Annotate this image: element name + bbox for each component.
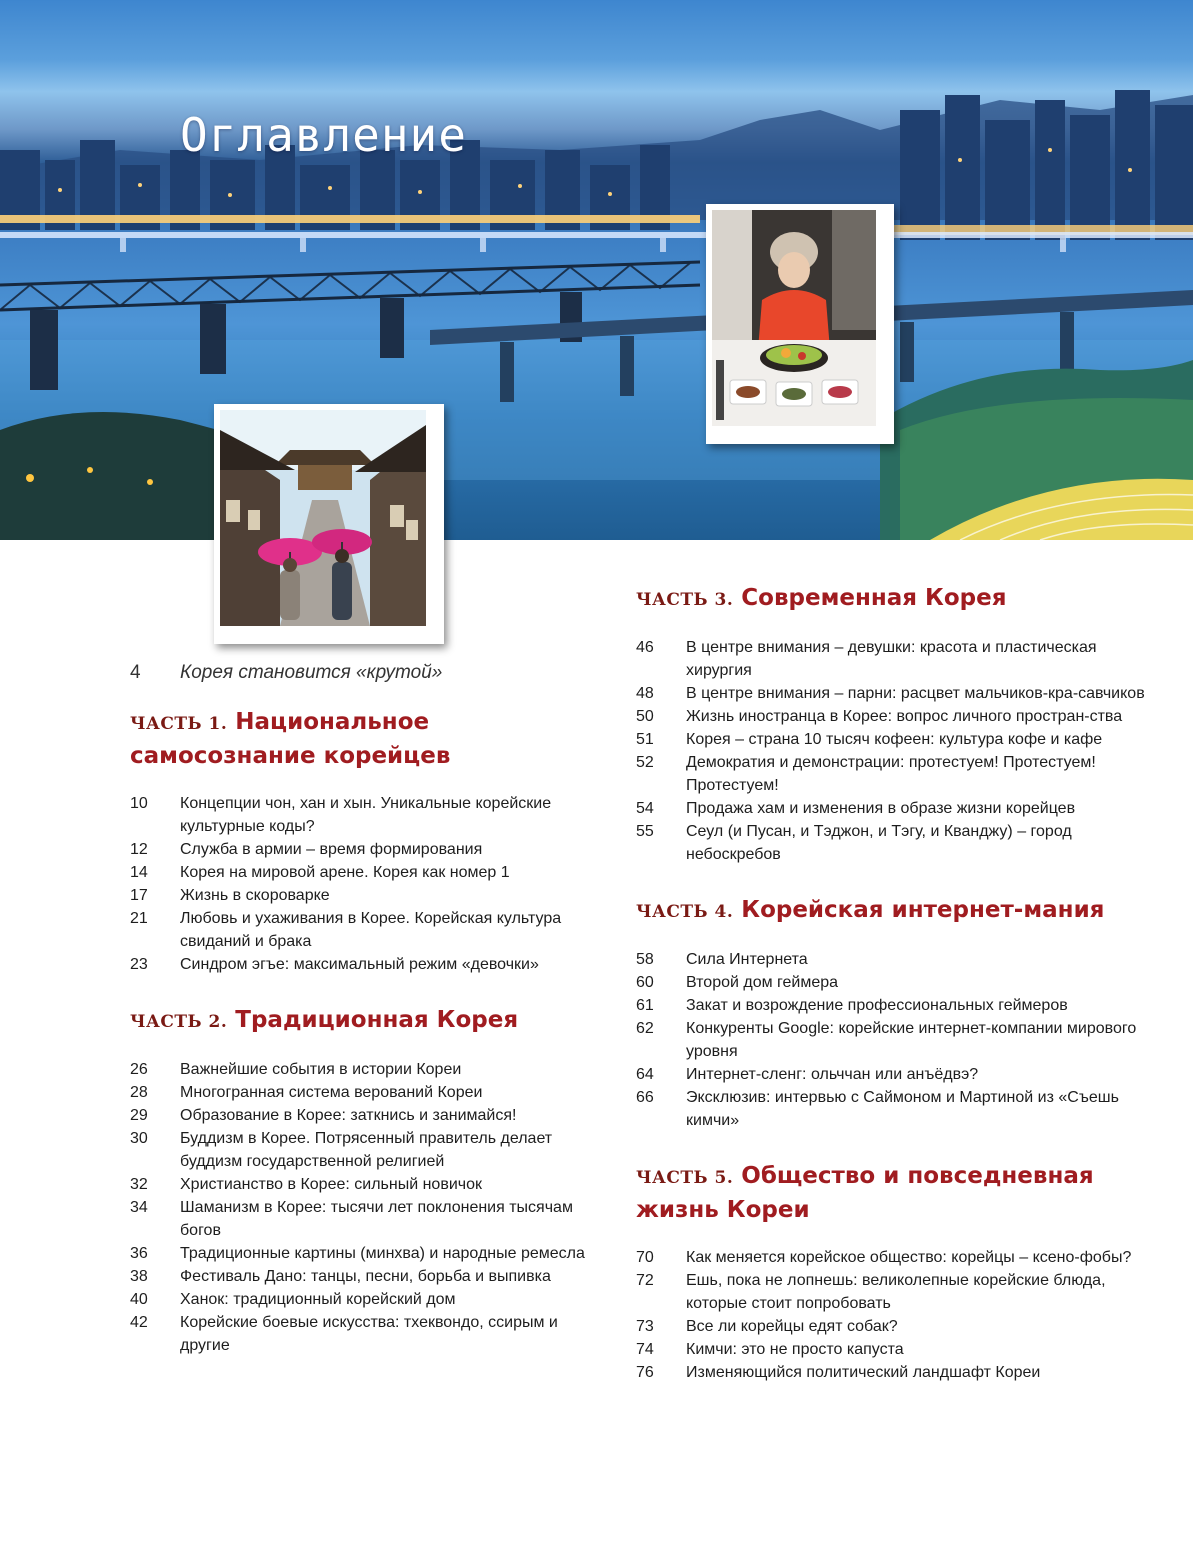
- part-label: ЧАСТЬ 1.: [130, 714, 228, 734]
- page-number: 28: [130, 1084, 148, 1101]
- page-number: 51: [636, 731, 654, 748]
- toc-entry[interactable]: [130, 861, 610, 884]
- entry-title: Закат и возрождение профессиональных геймеров: [686, 997, 1068, 1014]
- part-4-list: [636, 948, 1146, 1132]
- page-title: Оглавление: [180, 108, 467, 162]
- page-number: 62: [636, 1020, 654, 1037]
- page-number: 34: [130, 1199, 148, 1216]
- part-title: Традиционная Корея: [235, 1007, 519, 1033]
- entry-title: Продажа хам и изменения в образе жизни корейцев: [686, 800, 1076, 817]
- toc-entry[interactable]: [636, 971, 1146, 994]
- toc-right-column: [636, 582, 1146, 1412]
- entry-title: Эксклюзив: интервью с Саймоном и Мартиной из «Съешь кимчи»: [686, 1089, 1119, 1129]
- entry-title: Фестиваль Дано: танцы, песни, борьба и выпивка: [180, 1268, 551, 1285]
- part-1-heading[interactable]: [130, 706, 610, 772]
- photo-girl-eating: [706, 204, 894, 444]
- entry-title: Многогранная система верований Кореи: [180, 1084, 483, 1101]
- toc-entry[interactable]: [636, 820, 1146, 866]
- toc-entry[interactable]: [636, 1315, 1146, 1338]
- part-2-heading[interactable]: [130, 1004, 610, 1038]
- page-number: 64: [636, 1066, 654, 1083]
- page-number: 72: [636, 1272, 654, 1289]
- part-title: Национальное самосознание корейцев: [130, 709, 451, 769]
- entry-title: Важнейшие события в истории Кореи: [180, 1061, 462, 1078]
- entry-title: Ешь, пока не лопнешь: великолепные корейские блюда, которые стоит попробовать: [686, 1272, 1106, 1312]
- page-number: 50: [636, 708, 654, 725]
- page-number: 38: [130, 1268, 148, 1285]
- page-number: 42: [130, 1314, 148, 1331]
- page-number: 76: [636, 1364, 654, 1381]
- toc-entry[interactable]: [636, 1063, 1146, 1086]
- toc-entry[interactable]: [130, 1058, 610, 1081]
- toc-entry[interactable]: [636, 705, 1146, 728]
- city-night-illustration: [0, 0, 1193, 540]
- entry-title: Любовь и ухаживания в Корее. Корейская культура свиданий и брака: [180, 910, 562, 950]
- toc-entry[interactable]: [636, 948, 1146, 971]
- part-label: ЧАСТЬ 5.: [636, 1168, 734, 1188]
- page-number: 10: [130, 795, 148, 812]
- toc-entry[interactable]: [130, 1173, 610, 1196]
- page-number: 73: [636, 1318, 654, 1335]
- part-5-list: [636, 1246, 1146, 1384]
- toc-entry[interactable]: [130, 884, 610, 907]
- toc-entry[interactable]: [636, 1361, 1146, 1384]
- part-4-heading[interactable]: [636, 894, 1146, 928]
- page-number: 61: [636, 997, 654, 1014]
- entry-title: Служба в армии – время формирования: [180, 841, 483, 858]
- toc-entry[interactable]: [636, 1086, 1146, 1132]
- entry-title: Сила Интернета: [686, 951, 808, 968]
- toc-entry[interactable]: [636, 682, 1146, 705]
- part-1-list: [130, 792, 610, 976]
- part-label: ЧАСТЬ 4.: [636, 902, 734, 922]
- entry-title: В центре внимания – девушки: красота и пластическая хирургия: [686, 639, 1097, 679]
- toc-entry[interactable]: [130, 907, 610, 953]
- part-3-list: [636, 636, 1146, 866]
- part-2-list: [130, 1058, 610, 1357]
- page-number: 14: [130, 864, 148, 881]
- toc-entry[interactable]: [130, 1127, 610, 1173]
- toc-entry[interactable]: [130, 1196, 610, 1242]
- entry-title: Кимчи: это не просто капуста: [686, 1341, 904, 1358]
- entry-title: Традиционные картины (минхва) и народные ремесла: [180, 1245, 585, 1262]
- page-number: 58: [636, 951, 654, 968]
- page-number: 52: [636, 754, 654, 771]
- toc-entry[interactable]: [130, 1288, 610, 1311]
- page-number: 26: [130, 1061, 148, 1078]
- toc-entry[interactable]: [636, 751, 1146, 797]
- toc-entry[interactable]: [130, 1265, 610, 1288]
- part-title: Современная Корея: [741, 585, 1007, 611]
- toc-entry[interactable]: [636, 1269, 1146, 1315]
- toc-entry[interactable]: [130, 1081, 610, 1104]
- page-number: 4: [130, 662, 141, 683]
- entry-title: Второй дом геймера: [686, 974, 839, 991]
- entry-title: Интернет-сленг: ольччан или анъёдвэ?: [686, 1066, 979, 1083]
- page-number: 66: [636, 1089, 654, 1106]
- toc-entry[interactable]: [130, 792, 610, 838]
- part-label: ЧАСТЬ 2.: [130, 1012, 228, 1032]
- toc-entry[interactable]: [636, 797, 1146, 820]
- entry-title: Христианство в Корее: сильный новичок: [180, 1176, 482, 1193]
- page-number: 74: [636, 1341, 654, 1358]
- toc-entry[interactable]: [130, 953, 610, 976]
- toc-entry[interactable]: [636, 1017, 1146, 1063]
- entry-title: Корея – страна 10 тысяч кофеен: культура кофе и кафе: [686, 731, 1103, 748]
- part-label: ЧАСТЬ 3.: [636, 590, 734, 610]
- entry-title: В центре внимания – парни: расцвет мальчиков-кра-савчиков: [686, 685, 1145, 702]
- page-number: 60: [636, 974, 654, 991]
- entry-title: Синдром эгъе: максимальный режим «девочки»: [180, 956, 539, 973]
- page-number: 32: [130, 1176, 148, 1193]
- toc-entry[interactable]: [636, 728, 1146, 751]
- toc-entry[interactable]: [130, 1242, 610, 1265]
- toc-entry[interactable]: [636, 994, 1146, 1017]
- entry-title: Конкуренты Google: корейские интернет-компании мирового уровня: [686, 1020, 1137, 1060]
- part-5-heading[interactable]: [636, 1160, 1146, 1226]
- page-number: 36: [130, 1245, 148, 1262]
- page-number: 46: [636, 639, 654, 656]
- part-title: Корейская интернет-мания: [741, 897, 1105, 923]
- bibimbap-illustration: [712, 210, 876, 426]
- toc-entry[interactable]: [130, 1311, 610, 1357]
- entry-title: Буддизм в Корее. Потрясенный правитель делает буддизм государственной религией: [180, 1130, 553, 1170]
- hero-city-image: [0, 0, 1193, 540]
- page-number: 70: [636, 1249, 654, 1266]
- entry-title: Жизнь в скороварке: [180, 887, 330, 904]
- toc-entry-intro[interactable]: [130, 660, 610, 686]
- toc-entry[interactable]: [636, 636, 1146, 682]
- entry-title: Жизнь иностранца в Корее: вопрос личного простран-ства: [686, 708, 1123, 725]
- entry-title: Ханок: традиционный корейский дом: [180, 1291, 456, 1308]
- entry-title: Шаманизм в Корее: тысячи лет поклонения тысячам богов: [180, 1199, 573, 1239]
- page-number: 40: [130, 1291, 148, 1308]
- toc-entry[interactable]: [636, 1246, 1146, 1269]
- entry-title: Изменяющийся политический ландшафт Кореи: [686, 1364, 1041, 1381]
- page-number: 55: [636, 823, 654, 840]
- page-number: 12: [130, 841, 148, 858]
- toc-entry[interactable]: [130, 838, 610, 861]
- entry-title: Как меняется корейское общество: корейцы – ксено-фобы?: [686, 1249, 1132, 1266]
- part-title: Общество и повседневная жизнь Кореи: [636, 1163, 1094, 1223]
- photo-hanok-street: [214, 404, 444, 644]
- toc-left-column: [130, 660, 610, 1385]
- entry-title: Сеул (и Пусан, и Тэджон, и Тэгу, и Кванджу) – город небоскребов: [686, 823, 1072, 863]
- page-number: 17: [130, 887, 148, 904]
- part-3-heading[interactable]: [636, 582, 1146, 616]
- page-number: 23: [130, 956, 148, 973]
- hanok-street-illustration: [220, 410, 426, 626]
- entry-title: Корейские боевые искусства: тхеквондо, ссирым и другие: [180, 1314, 558, 1354]
- entry-title: Образование в Корее: заткнись и занимайся!: [180, 1107, 517, 1124]
- page-number: 29: [130, 1107, 148, 1124]
- page-number: 54: [636, 800, 654, 817]
- page-number: 48: [636, 685, 654, 702]
- page-number: 30: [130, 1130, 148, 1147]
- entry-title: Все ли корейцы едят собак?: [686, 1318, 898, 1335]
- entry-title: Концепции чон, хан и хын. Уникальные корейские культурные коды?: [180, 795, 552, 835]
- toc-entry[interactable]: [636, 1338, 1146, 1361]
- toc-entry[interactable]: [130, 1104, 610, 1127]
- entry-title: Корея становится «крутой»: [180, 662, 443, 683]
- entry-title: Демократия и демонстрации: протестуем! Протестуем! Протестуем!: [686, 754, 1096, 794]
- entry-title: Корея на мировой арене. Корея как номер 1: [180, 864, 510, 881]
- page-number: 21: [130, 910, 148, 927]
